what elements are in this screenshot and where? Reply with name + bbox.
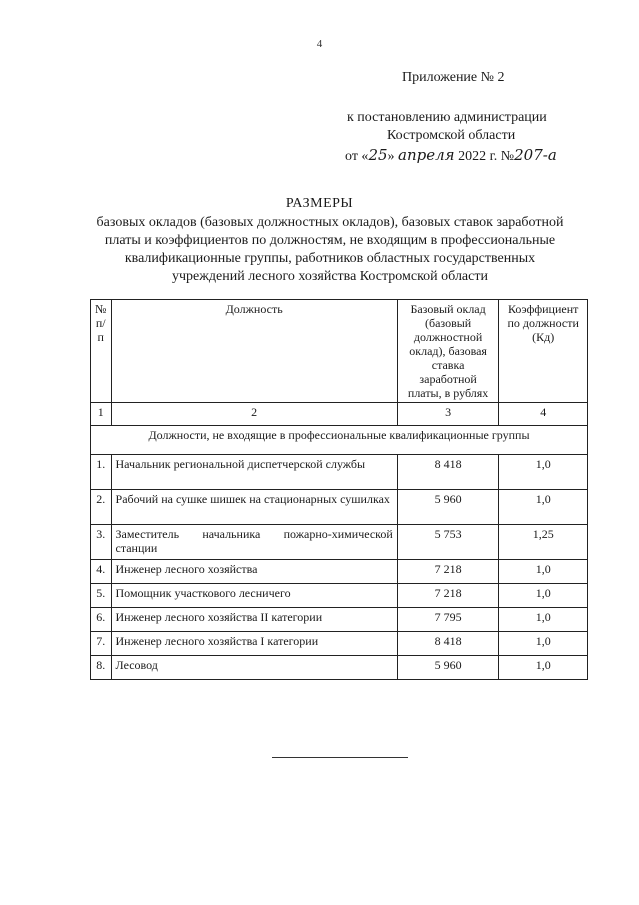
row-salary: 7 218 xyxy=(397,584,499,608)
document-subtitle: базовых окладов (базовых должностных окладов), базовых ставок заработной платы и коэффициентов по должностям, не входящим в профессиональные квалификационные группы, работников областных государственных учреждений лесного хозяйства Костромской области xyxy=(96,215,564,284)
table-row xyxy=(91,560,588,584)
decree-prefix: от « xyxy=(345,149,369,164)
row-salary: 5 960 xyxy=(397,490,499,525)
row-num: 5. xyxy=(91,584,112,608)
index-cell: 1 xyxy=(91,403,112,426)
header-position: Должность xyxy=(111,300,397,403)
row-coef: 1,0 xyxy=(499,608,588,632)
table-index-row xyxy=(91,403,588,426)
table-row xyxy=(91,455,588,490)
decree-number: 207-а xyxy=(514,146,557,164)
group-title: Должности, не входящие в профессиональные квалификационные группы xyxy=(91,426,588,455)
table-header-row xyxy=(91,300,588,403)
table-row xyxy=(91,656,588,680)
row-salary: 7 795 xyxy=(397,608,499,632)
row-coef: 1,0 xyxy=(499,560,588,584)
row-position: Инженер лесного хозяйства II категории xyxy=(111,608,397,632)
header-num: № п/п xyxy=(91,300,112,403)
row-coef: 1,0 xyxy=(499,584,588,608)
row-salary: 8 418 xyxy=(397,632,499,656)
header-coef: Коэффициент по должности (Кд) xyxy=(499,300,588,403)
row-coef: 1,0 xyxy=(499,455,588,490)
index-cell: 2 xyxy=(111,403,397,426)
row-position: Заместитель начальника пожарно-химической станции xyxy=(111,525,397,560)
row-coef: 1,0 xyxy=(499,632,588,656)
page-number: 4 xyxy=(316,38,323,50)
row-salary: 5 753 xyxy=(397,525,499,560)
row-num: 2. xyxy=(91,490,112,525)
decree-mid: » xyxy=(387,149,395,164)
row-position: Начальник региональной диспетчерской службы xyxy=(111,455,397,490)
salary-table xyxy=(90,299,588,680)
row-num: 6. xyxy=(91,608,112,632)
decree-month: апреля xyxy=(398,146,455,164)
row-coef: 1,0 xyxy=(499,490,588,525)
table-row xyxy=(91,525,588,560)
decree-year: 2022 г. № xyxy=(458,149,515,164)
row-salary: 5 960 xyxy=(397,656,499,680)
row-num: 3. xyxy=(91,525,112,560)
row-num: 1. xyxy=(91,455,112,490)
row-coef: 1,25 xyxy=(499,525,588,560)
row-num: 7. xyxy=(91,632,112,656)
header-salary: Базовый оклад (базовый должностной оклад), базовая ставка заработной платы, в рублях xyxy=(397,300,499,403)
row-position: Лесовод xyxy=(111,656,397,680)
index-cell: 4 xyxy=(499,403,588,426)
row-position: Помощник участкового лесничего xyxy=(111,584,397,608)
table-row xyxy=(91,632,588,656)
decree-line-1: к постановлению администрации xyxy=(347,110,547,125)
row-num: 4. xyxy=(91,560,112,584)
document-title: РАЗМЕРЫ xyxy=(285,196,354,211)
table-row xyxy=(91,490,588,525)
row-position: Рабочий на сушке шишек на стационарных сушилках xyxy=(111,490,397,525)
decree-line-2: Костромской области xyxy=(387,128,516,143)
closing-line xyxy=(272,757,408,758)
decree-day: 25 xyxy=(368,146,388,164)
table-row xyxy=(91,608,588,632)
row-position: Инженер лесного хозяйства I категории xyxy=(111,632,397,656)
table-row xyxy=(91,584,588,608)
row-salary: 7 218 xyxy=(397,560,499,584)
row-num: 8. xyxy=(91,656,112,680)
row-salary: 8 418 xyxy=(397,455,499,490)
row-coef: 1,0 xyxy=(499,656,588,680)
group-title-row xyxy=(91,426,588,455)
row-position: Инженер лесного хозяйства xyxy=(111,560,397,584)
appendix-label: Приложение № 2 xyxy=(402,70,505,85)
index-cell: 3 xyxy=(397,403,499,426)
decree-date-line xyxy=(345,146,557,165)
